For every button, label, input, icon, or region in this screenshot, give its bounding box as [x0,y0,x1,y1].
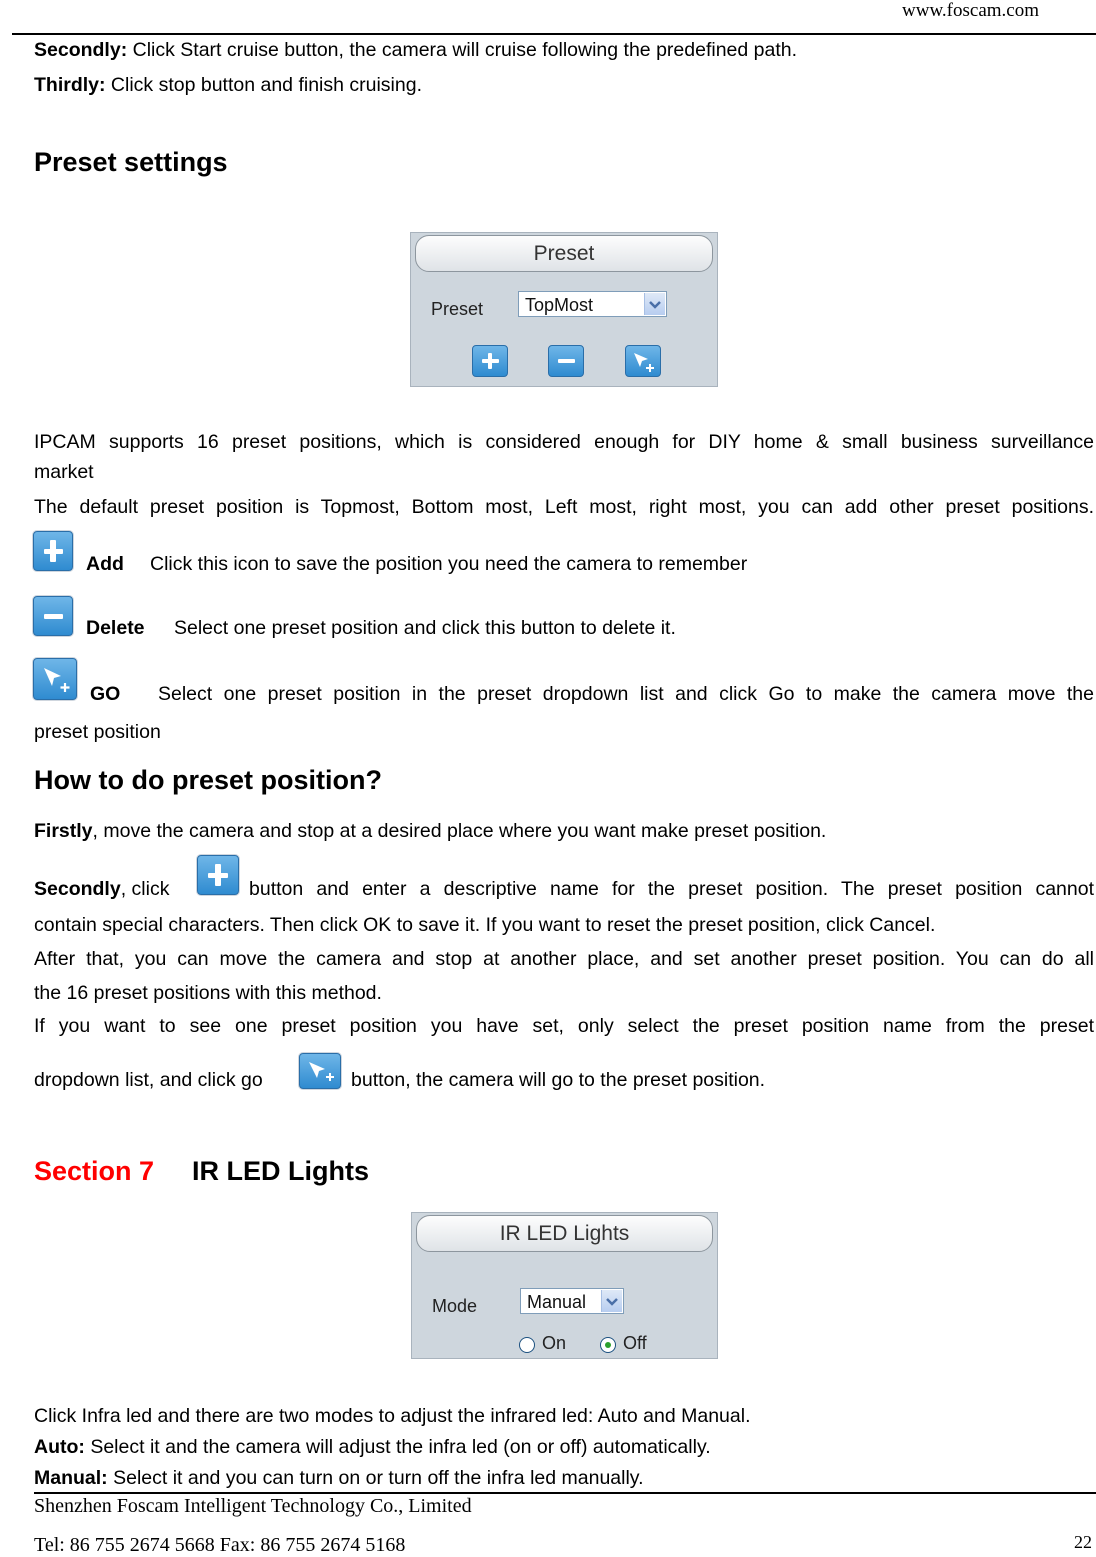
inline-go-icon [299,1053,341,1089]
preset-delete-button[interactable] [548,345,584,377]
legend-go-text2: preset position [34,721,161,743]
page-number: 22 [1074,1532,1092,1552]
legend-delete [86,616,145,640]
howto-line6: If you want to see one preset position you have set, only select the preset position name from the preset [34,1015,1094,1037]
chevron-down-icon [601,1290,622,1312]
add-icon [33,531,73,571]
inline-add-icon [197,855,239,895]
ir-manual-text: Select it and you can turn on or turn off the infra led manually. [107,1467,644,1489]
howto-heading: How to do preset position? [34,765,382,795]
preset-add-button[interactable] [472,345,508,377]
preset-go-button[interactable] [625,345,661,377]
cruise-secondly-label: Secondly: [34,39,128,61]
howto-firstly-text: , move the camera and stop at a desired place where you want make preset position. [92,820,827,842]
howto-line4: After that, you can move the camera and stop at another place, and set another preset position. You can do all [34,948,1094,970]
ir-panel-title: IR LED Lights [416,1215,713,1252]
cruise-thirdly-label: Thirdly: [34,74,106,96]
howto-line3: contain special characters. Then click OK to save it. If you want to reset the preset position, click Cancel. [34,914,936,936]
legend-delete-label: Delete [86,617,145,639]
howto-line5: the 16 preset positions with this method. [34,982,382,1004]
preset-panel-title: Preset [415,235,713,272]
ir-auto-label: Auto: [34,1436,85,1458]
ir-mode-select-value: Manual [527,1292,587,1312]
radio-checked-dot [605,1342,611,1348]
howto-secondly-post: button and enter a descriptive name for the preset position. The preset position cannot [249,878,1094,900]
ir-radio-off-label: Off [623,1333,647,1353]
cruise-thirdly [34,73,422,97]
footer-company: Shenzhen Foscam Intelligent Technology Co., Limited [34,1495,472,1517]
header-url: www.foscam.com [902,0,1040,21]
ir-radio-on[interactable] [519,1337,535,1353]
footer-contact: Tel: 86 755 2674 5668 Fax: 86 755 2674 5168 [34,1534,406,1556]
howto-secondly-label: Secondly [34,878,121,900]
ir-radio-off[interactable] [600,1337,616,1353]
section7-number: Section 7 [34,1156,155,1186]
ir-text-auto [34,1435,711,1459]
howto-secondly [34,877,169,901]
cruise-thirdly-text: Click stop button and finish cruising. [105,74,422,96]
preset-intro-line1: IPCAM supports 16 preset positions, which is considered enough for DIY home & small business surveillance [34,431,1094,453]
preset-panel-label: Preset [431,299,484,319]
ir-radio-on-label: On [542,1333,567,1353]
preset-panel [410,232,718,387]
preset-select[interactable] [518,291,667,317]
ir-manual-label: Manual: [34,1467,108,1489]
ir-mode-select[interactable] [520,1288,624,1314]
legend-go-text: Select one preset position in the preset dropdown list and click Go to make the camera move the [158,683,1094,705]
preset-heading: Preset settings [34,147,228,177]
go-icon [33,658,77,700]
legend-add-text: Click this icon to save the position you need the camera to remember [150,553,748,575]
cruise-secondly-text: Click Start cruise button, the camera will cruise following the predefined path. [127,39,798,61]
howto-secondly-pre: , click [120,878,170,900]
section7-title: IR LED Lights [192,1156,369,1186]
cruise-secondly [34,38,797,62]
ir-panel [411,1212,718,1359]
howto-firstly-label: Firstly [34,820,93,842]
preset-select-value: TopMost [525,295,594,315]
ir-text-line1: Click Infra led and there are two modes to adjust the infrared led: Auto and Manual. [34,1405,751,1427]
legend-go [90,682,120,706]
ir-text-manual [34,1466,644,1490]
howto-firstly [34,819,826,843]
legend-go-label: GO [90,683,121,705]
chevron-down-icon [644,293,665,315]
legend-add [86,552,124,576]
footer-rule [34,1492,1096,1494]
howto-line7-post: button, the camera will go to the preset position. [351,1069,766,1091]
header-rule [12,33,1096,35]
howto-line7-pre: dropdown list, and click go [34,1069,263,1091]
legend-add-label: Add [86,553,124,575]
preset-intro-line3: The default preset position is Topmost, Bottom most, Left most, right most, you can add other preset positions. [34,496,1094,518]
preset-intro-line2: market [34,461,94,483]
ir-mode-label: Mode [432,1296,478,1316]
delete-icon [33,596,73,636]
legend-delete-text: Select one preset position and click this button to delete it. [174,617,676,639]
ir-auto-text: Select it and the camera will adjust the infra led (on or off) automatically. [84,1436,711,1458]
